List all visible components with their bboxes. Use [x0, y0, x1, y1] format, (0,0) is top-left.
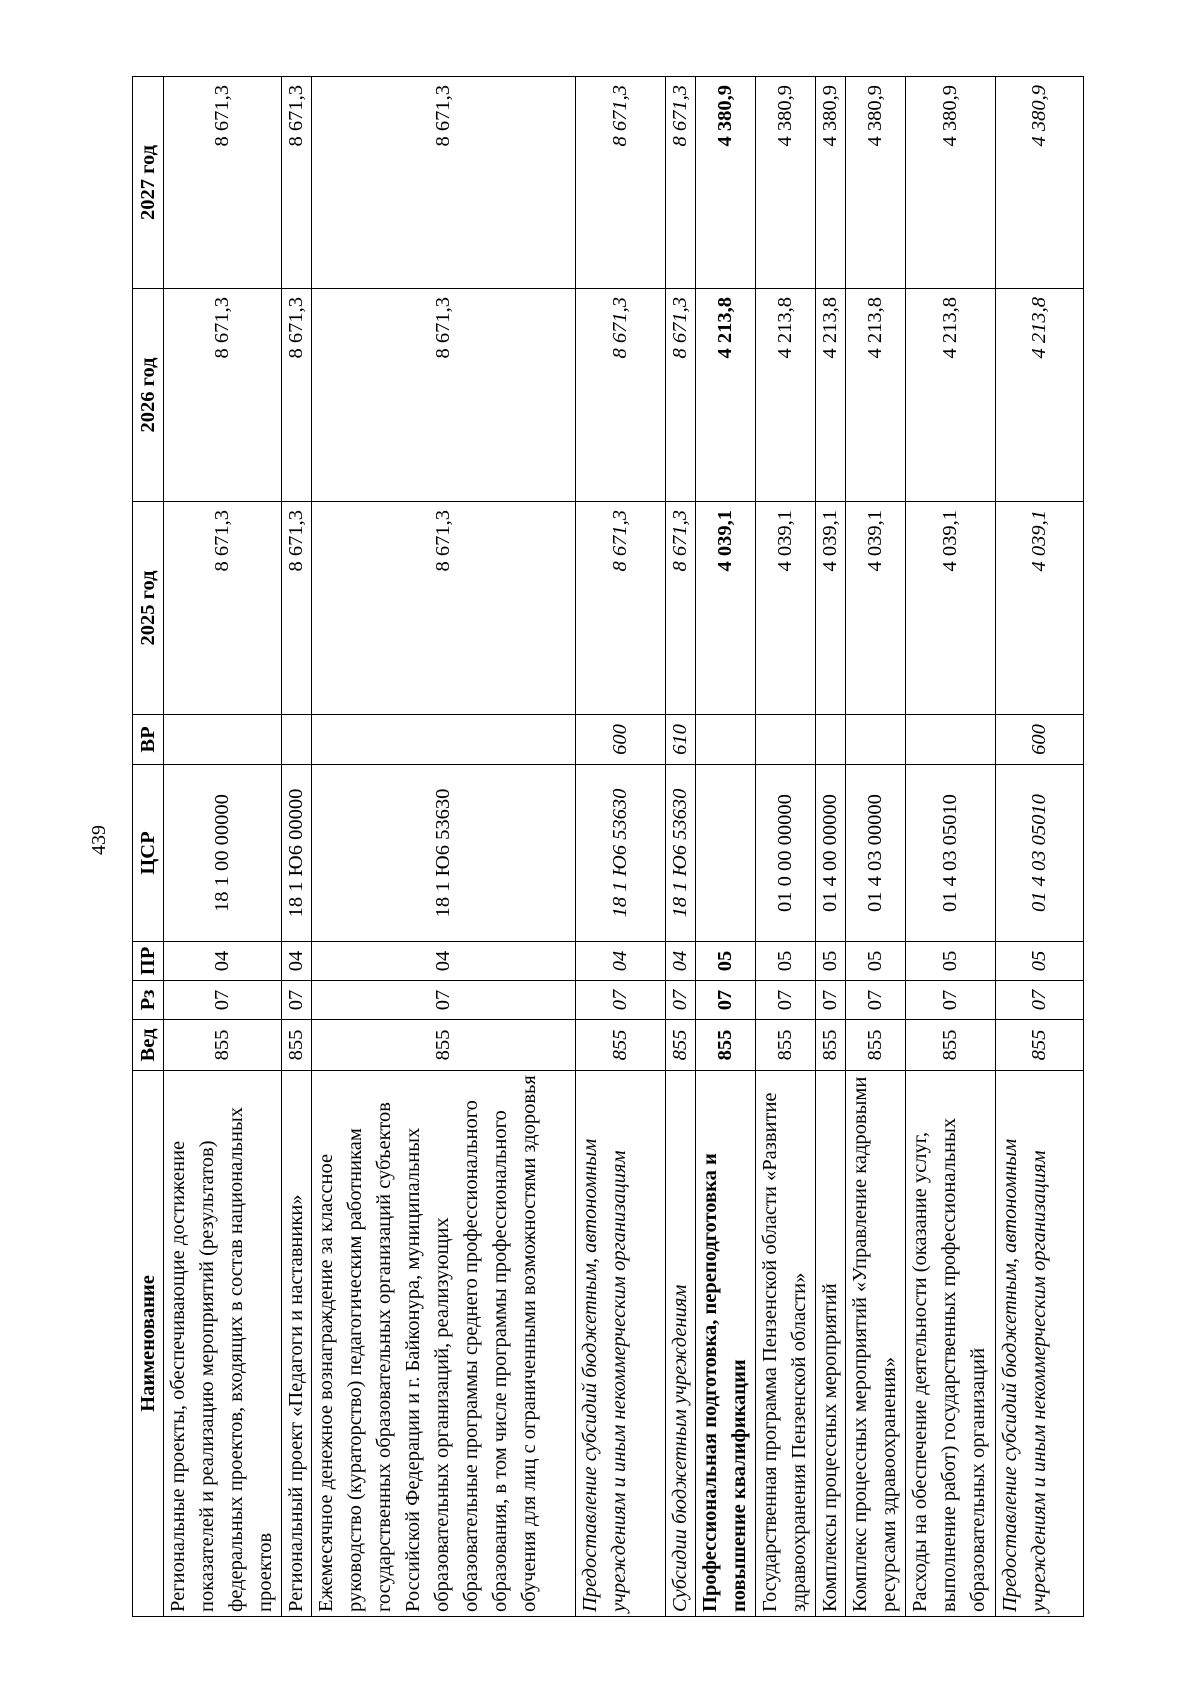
header-2027: 2027 год — [133, 77, 164, 289]
cell-2027: 4 380,9 — [906, 77, 996, 289]
cell-vr — [164, 715, 282, 765]
cell-2027: 4 380,9 — [846, 77, 906, 289]
cell-2025: 4 039,1 — [816, 502, 846, 715]
cell-pr: 04 — [576, 942, 666, 981]
cell-ved: 855 — [696, 1020, 756, 1071]
cell-2026: 8 671,3 — [576, 289, 666, 502]
cell-2026: 4 213,8 — [756, 289, 816, 502]
cell-csr: 18 1 Ю6 53630 — [576, 765, 666, 942]
cell-2027: 8 671,3 — [576, 77, 666, 289]
table-row — [906, 77, 996, 1617]
table-row — [816, 77, 846, 1617]
cell-2027: 8 671,3 — [312, 77, 576, 289]
cell-2026: 4 213,8 — [996, 289, 1084, 502]
cell-csr: 01 4 00 00000 — [816, 765, 846, 942]
cell-pr: 04 — [164, 942, 282, 981]
cell-2025: 4 039,1 — [906, 502, 996, 715]
table-row — [846, 77, 906, 1617]
cell-ved: 855 — [666, 1020, 696, 1071]
cell-name: Региональные проекты, обеспечивающие достижение показателей и реализацию мероприятий (результатов) федеральных проектов, входящих в состав национальных проектов — [164, 1071, 282, 1617]
header-rz: Рз — [133, 981, 164, 1020]
cell-2027: 4 380,9 — [696, 77, 756, 289]
cell-2027: 4 380,9 — [816, 77, 846, 289]
cell-2026: 8 671,3 — [312, 289, 576, 502]
cell-2025: 8 671,3 — [282, 502, 312, 715]
table-row — [696, 77, 756, 1617]
cell-ved: 855 — [816, 1020, 846, 1071]
cell-name: Субсидии бюджетным учреждениям — [666, 1071, 696, 1617]
cell-ved: 855 — [312, 1020, 576, 1071]
cell-pr: 05 — [846, 942, 906, 981]
table-row — [996, 77, 1084, 1617]
table-row — [312, 77, 576, 1617]
cell-vr — [816, 715, 846, 765]
cell-2025: 4 039,1 — [696, 502, 756, 715]
cell-name: Комплекс процессных мероприятий «Управление кадровыми ресурсами здравоохранения» — [846, 1071, 906, 1617]
cell-pr: 05 — [756, 942, 816, 981]
header-2026: 2026 год — [133, 289, 164, 502]
cell-name: Комплексы процессных мероприятий — [816, 1071, 846, 1617]
cell-2025: 4 039,1 — [996, 502, 1084, 715]
cell-name: Расходы на обеспечение деятельности (оказание услуг, выполнение работ) государственных профессиональных образовательных организаций — [906, 1071, 996, 1617]
rotated-page-content — [132, 77, 1082, 1617]
header-name: Наименование — [133, 1071, 164, 1617]
cell-rz: 07 — [906, 981, 996, 1020]
header-pr: ПР — [133, 942, 164, 981]
cell-2027: 8 671,3 — [164, 77, 282, 289]
cell-rz: 07 — [816, 981, 846, 1020]
cell-rz: 07 — [666, 981, 696, 1020]
cell-csr: 01 4 03 05010 — [906, 765, 996, 942]
cell-2027: 4 380,9 — [756, 77, 816, 289]
cell-ved: 855 — [846, 1020, 906, 1071]
table-row — [756, 77, 816, 1617]
cell-csr: 18 1 Ю6 53630 — [666, 765, 696, 942]
cell-2025: 4 039,1 — [846, 502, 906, 715]
cell-name: Региональный проект «Педагоги и наставники» — [282, 1071, 312, 1617]
cell-rz: 07 — [846, 981, 906, 1020]
header-vr: ВР — [133, 715, 164, 765]
cell-2026: 8 671,3 — [282, 289, 312, 502]
cell-rz: 07 — [576, 981, 666, 1020]
cell-ved: 855 — [756, 1020, 816, 1071]
cell-csr: 01 4 03 00000 — [846, 765, 906, 942]
cell-2026: 4 213,8 — [906, 289, 996, 502]
cell-ved: 855 — [576, 1020, 666, 1071]
cell-ved: 855 — [164, 1020, 282, 1071]
cell-pr: 05 — [906, 942, 996, 981]
cell-2025: 8 671,3 — [312, 502, 576, 715]
header-csr: ЦСР — [133, 765, 164, 942]
table-row — [282, 77, 312, 1617]
cell-2027: 8 671,3 — [666, 77, 696, 289]
cell-pr: 04 — [666, 942, 696, 981]
cell-2026: 4 213,8 — [696, 289, 756, 502]
cell-csr: 01 4 03 05010 — [996, 765, 1084, 942]
cell-rz: 07 — [164, 981, 282, 1020]
cell-2025: 8 671,3 — [666, 502, 696, 715]
cell-csr: 18 1 Ю6 53630 — [312, 765, 576, 942]
cell-pr: 05 — [996, 942, 1084, 981]
cell-pr: 05 — [696, 942, 756, 981]
cell-2026: 8 671,3 — [164, 289, 282, 502]
cell-pr: 04 — [282, 942, 312, 981]
table-row — [576, 77, 666, 1617]
cell-2025: 8 671,3 — [164, 502, 282, 715]
cell-2026: 4 213,8 — [846, 289, 906, 502]
cell-pr: 05 — [816, 942, 846, 981]
cell-rz: 07 — [696, 981, 756, 1020]
table-row — [666, 77, 696, 1617]
cell-name: Профессиональная подготовка, переподготовка и повышение квалификации — [696, 1071, 756, 1617]
cell-vr — [696, 715, 756, 765]
cell-name: Предоставление субсидий бюджетным, автономным учреждениям и иным некоммерческим организациям — [996, 1071, 1084, 1617]
page-number: 439 — [88, 825, 110, 855]
cell-rz: 07 — [282, 981, 312, 1020]
cell-ved: 855 — [282, 1020, 312, 1071]
cell-vr: 600 — [576, 715, 666, 765]
cell-vr: 610 — [666, 715, 696, 765]
cell-2026: 4 213,8 — [816, 289, 846, 502]
cell-name: Предоставление субсидий бюджетным, автономным учреждениям и иным некоммерческим организациям — [576, 1071, 666, 1617]
cell-vr — [282, 715, 312, 765]
cell-vr — [846, 715, 906, 765]
cell-2026: 8 671,3 — [666, 289, 696, 502]
cell-pr: 04 — [312, 942, 576, 981]
cell-name: Государственная программа Пензенской области «Развитие здравоохранения Пензенской области» — [756, 1071, 816, 1617]
budget-table — [132, 76, 1084, 1617]
cell-ved: 855 — [996, 1020, 1084, 1071]
cell-vr: 600 — [996, 715, 1084, 765]
cell-vr — [312, 715, 576, 765]
cell-vr — [756, 715, 816, 765]
cell-ved: 855 — [906, 1020, 996, 1071]
cell-csr — [696, 765, 756, 942]
cell-csr: 18 1 00 00000 — [164, 765, 282, 942]
cell-rz: 07 — [756, 981, 816, 1020]
header-ved: Вед — [133, 1020, 164, 1071]
cell-name: Ежемесячное денежное вознаграждение за классное руководство (кураторство) педагогическим работникам государственных образовательных организаций субъектов Российской Федерации и г. Байконура, муниципальных образовательных организаций, реализующих образовательные программы среднего профессионального образования, в том числе программы профессионального обучения для лиц с ограниченными возможностями здоровья — [312, 1071, 576, 1617]
cell-2027: 4 380,9 — [996, 77, 1084, 289]
cell-rz: 07 — [312, 981, 576, 1020]
cell-rz: 07 — [996, 981, 1084, 1020]
cell-csr: 01 0 00 00000 — [756, 765, 816, 942]
table-row — [164, 77, 282, 1617]
header-2025: 2025 год — [133, 502, 164, 715]
cell-vr — [906, 715, 996, 765]
cell-2025: 8 671,3 — [576, 502, 666, 715]
table-header-row — [133, 77, 164, 1617]
cell-2025: 4 039,1 — [756, 502, 816, 715]
cell-2027: 8 671,3 — [282, 77, 312, 289]
cell-csr: 18 1 Ю6 00000 — [282, 765, 312, 942]
